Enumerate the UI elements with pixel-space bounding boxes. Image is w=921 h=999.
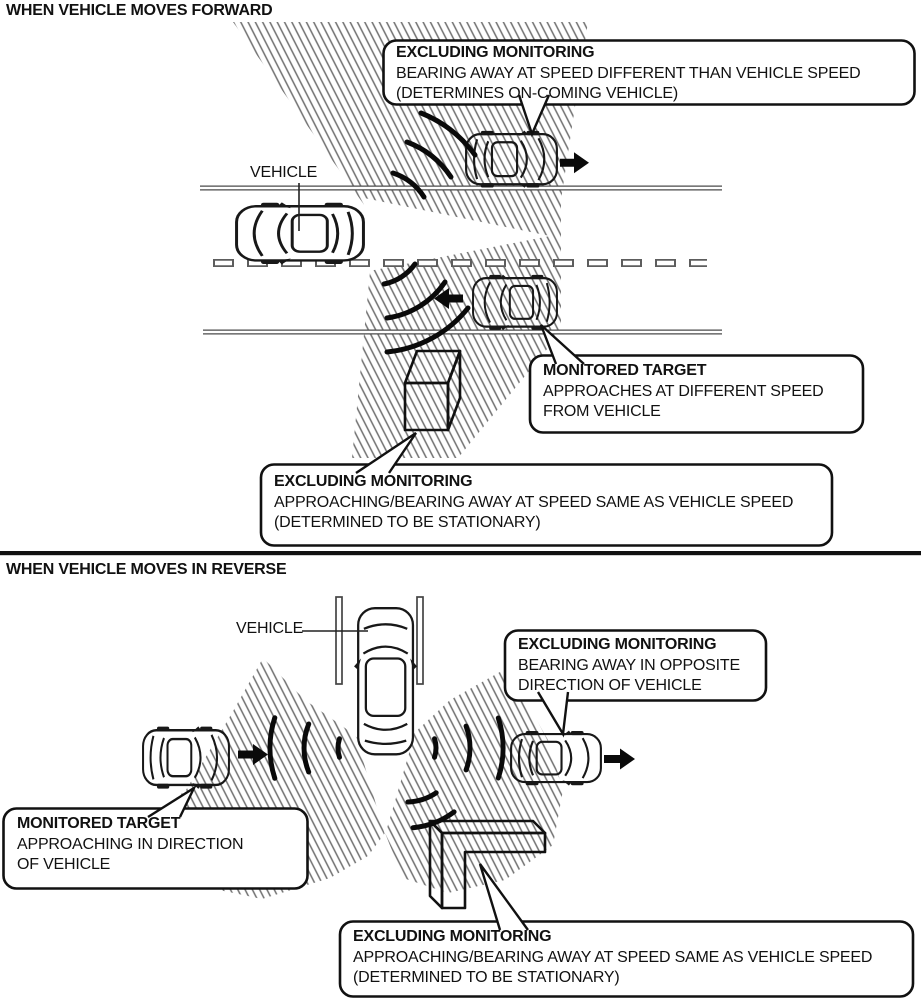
- callout-excluding-stationary-forward: [274, 472, 793, 534]
- section-divider: [0, 551, 921, 555]
- callout-line: APPROACHING/BEARING AWAY AT SPEED SAME AS VEHICLE SPEED: [274, 493, 794, 511]
- callout-monitored-reverse: [17, 814, 243, 876]
- callout-line: APPROACHING IN DIRECTION: [17, 835, 244, 853]
- callout-heading: EXCLUDING MONITORING: [518, 636, 717, 653]
- callout-tail: [538, 692, 568, 734]
- callout-line: APPROACHES AT DIFFERENT SPEED: [543, 382, 824, 400]
- vehicle-label-reverse: VEHICLE: [236, 620, 304, 637]
- callout-heading: MONITORED TARGET: [17, 815, 181, 832]
- vehicle-reverse: [354, 608, 417, 754]
- callout-line: BEARING AWAY AT SPEED DIFFERENT THAN VEHICLE SPEED: [396, 64, 861, 82]
- callout-heading: MONITORED TARGET: [543, 362, 707, 379]
- callout-heading: EXCLUDING MONITORING: [353, 928, 552, 945]
- callout-excluding-stationary-reverse: [353, 927, 872, 989]
- callout-monitored-forward: [543, 361, 824, 423]
- callout-line: (DETERMINED TO BE STATIONARY): [353, 969, 620, 986]
- callout-line: (DETERMINES ON-COMING VEHICLE): [396, 85, 679, 102]
- section-title-reverse: WHEN VEHICLE MOVES IN REVERSE: [6, 561, 287, 578]
- callout-excluding-oncoming: [396, 43, 861, 105]
- callout-heading: EXCLUDING MONITORING: [274, 473, 473, 490]
- callout-line: OF VEHICLE: [17, 856, 111, 873]
- callout-heading: EXCLUDING MONITORING: [396, 44, 595, 61]
- arrow-right-departing: [604, 749, 635, 770]
- vehicle-label-forward: VEHICLE: [250, 164, 318, 181]
- callout-line: APPROACHING/BEARING AWAY AT SPEED SAME AS VEHICLE SPEED: [353, 948, 873, 966]
- vehicle-forward: [237, 202, 364, 264]
- callout-line: BEARING AWAY IN OPPOSITE: [518, 656, 740, 674]
- callout-line: DIRECTION OF VEHICLE: [518, 677, 702, 694]
- callout-line: FROM VEHICLE: [543, 403, 661, 420]
- callout-line: (DETERMINED TO BE STATIONARY): [274, 514, 541, 531]
- section-title-forward: WHEN VEHICLE MOVES FORWARD: [6, 2, 273, 19]
- callout-excluding-opposite: [518, 635, 740, 697]
